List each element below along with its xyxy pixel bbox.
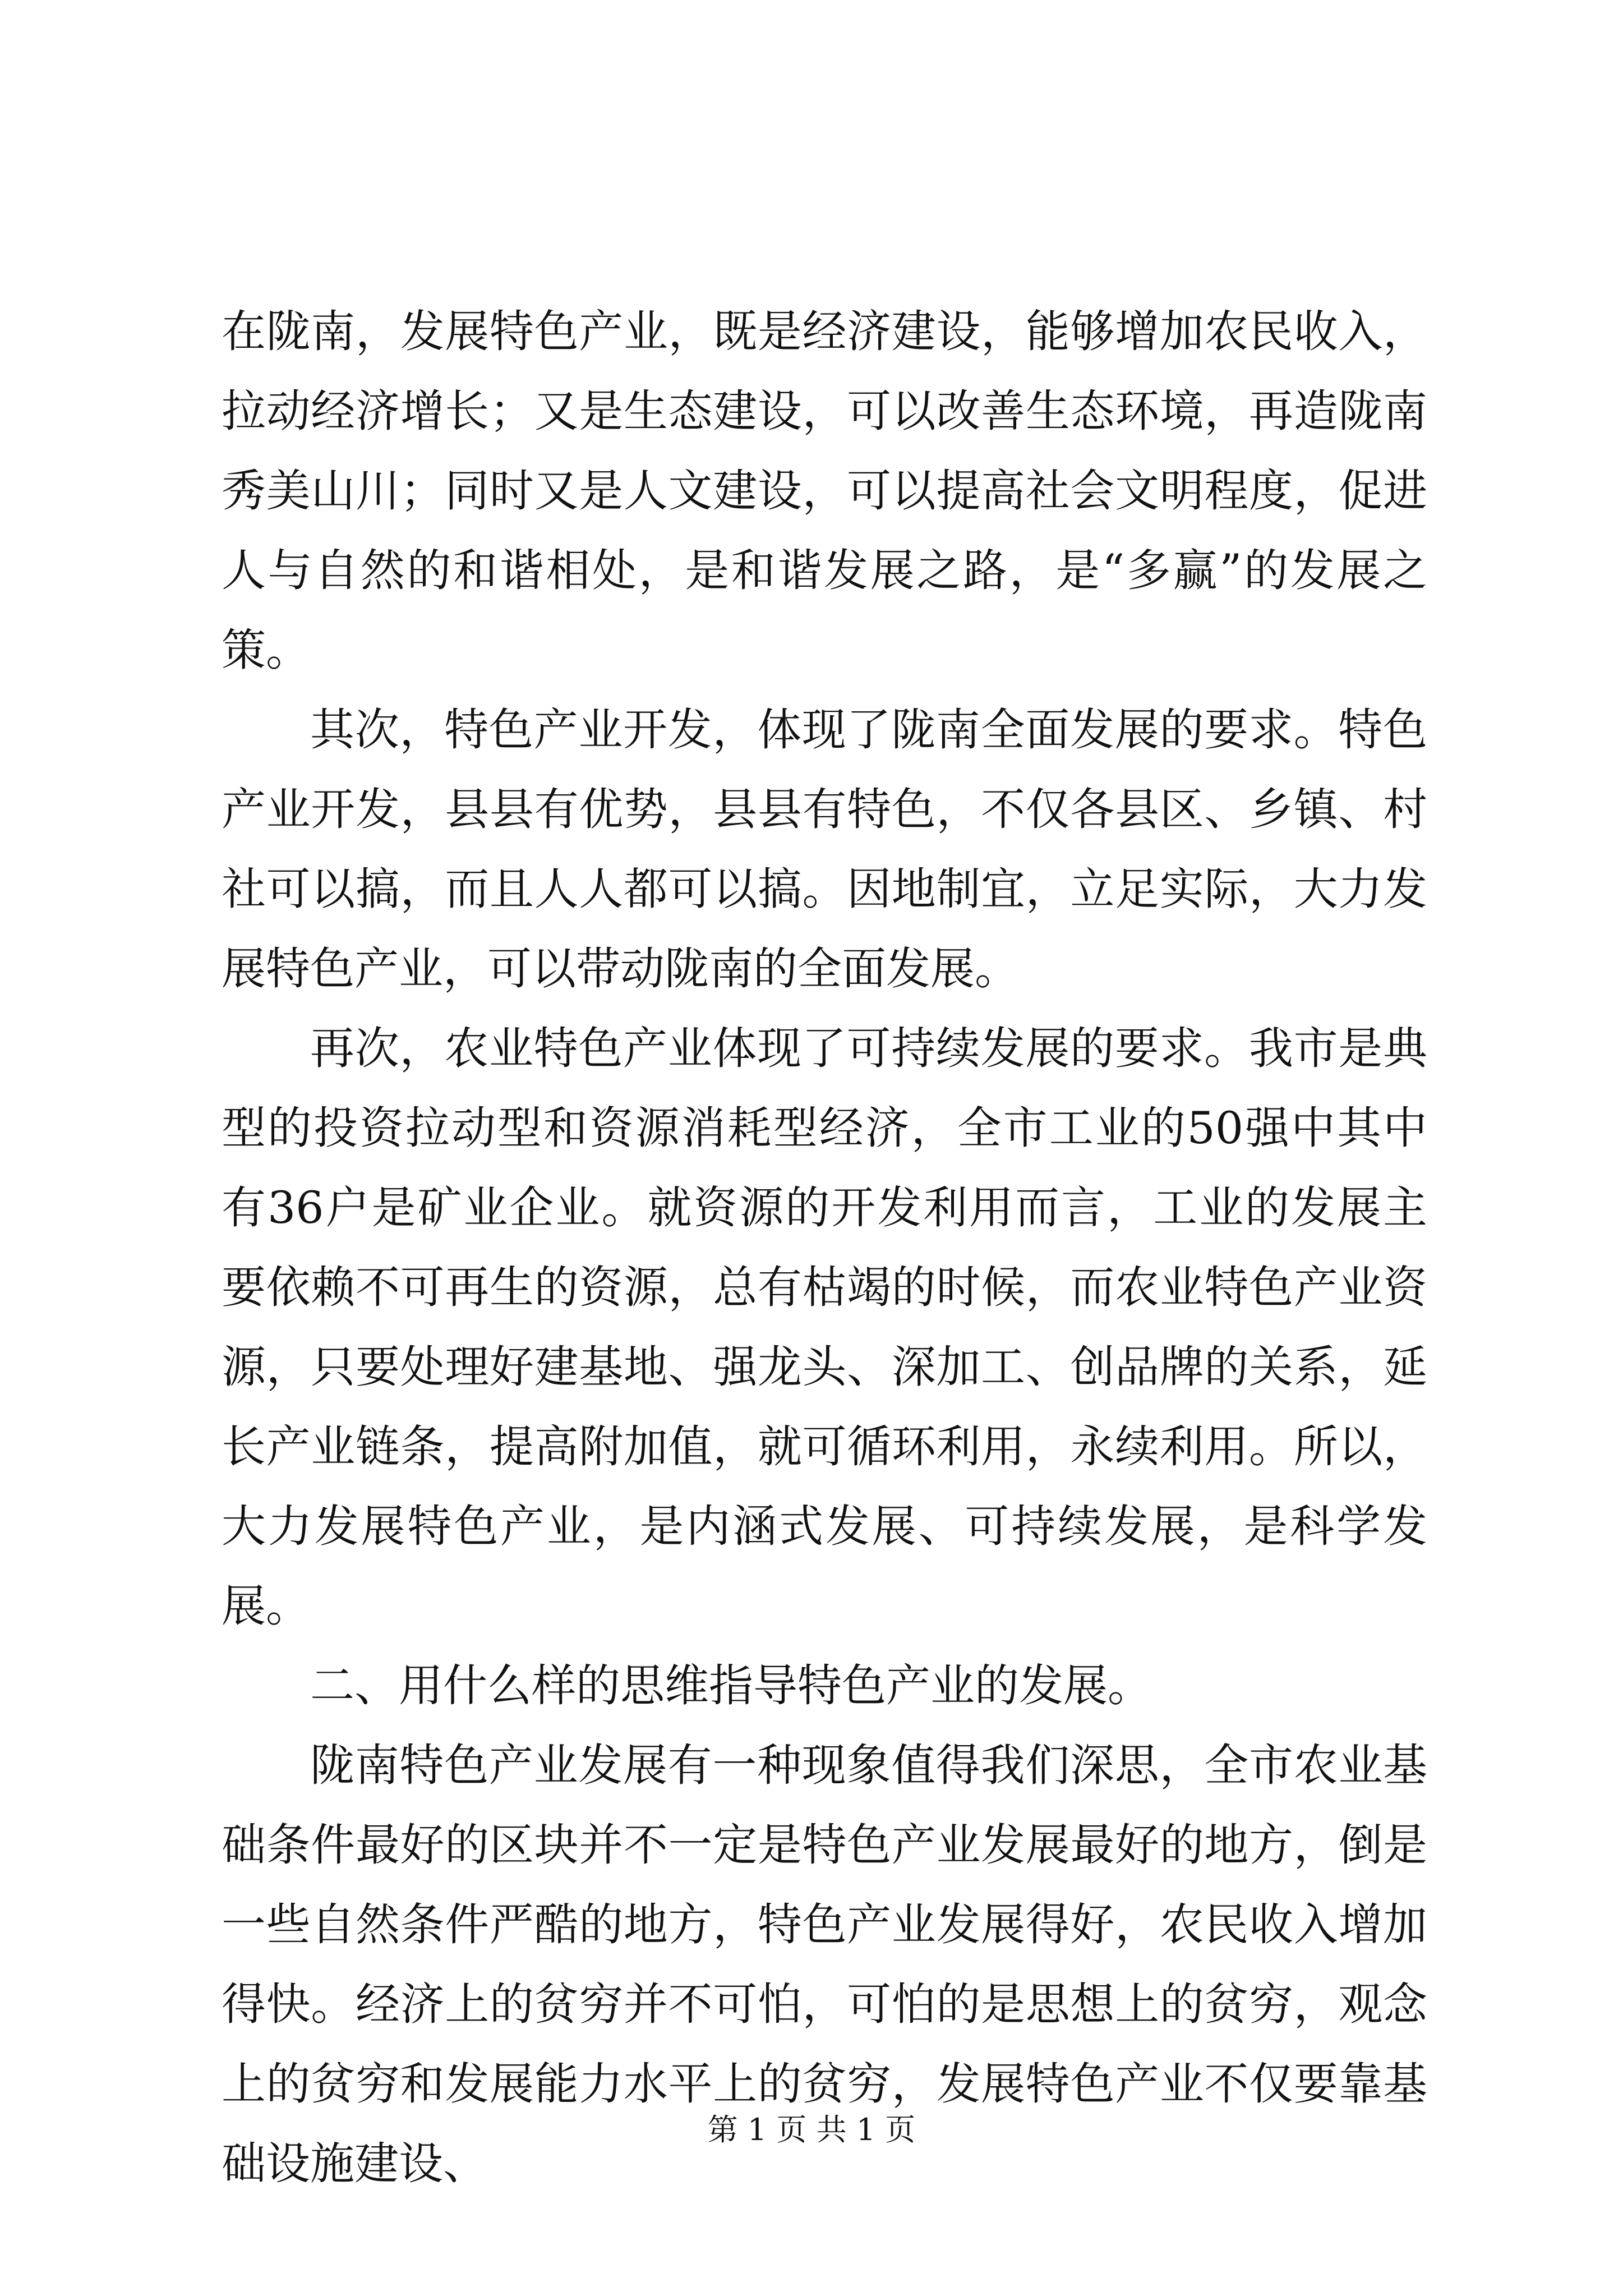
page-footer: 第 1 页 共 1 页	[707, 2112, 916, 2147]
paragraph-2: 其次，特色产业开发，体现了陇南全面发展的要求。特色产业开发，县县有优势，县县有特色，不仅各县区、乡镇、村社可以搞，而且人人都可以搞。因地制宜，立足实际，大力发展特色产业，可以带动陇南的全面发展。	[222, 704, 1427, 995]
document-body	[222, 292, 1427, 2203]
paragraph-3: 再次，农业特色产业体现了可持续发展的要求。我市是典型的投资拉动型和资源消耗型经济，全市工业的50强中其中有36户是矿业企业。就资源的开发利用而言，工业的发展主要依赖不可再生的资源，总有枯竭的时候，而农业特色产业资源，只要处理好建基地、强龙头、深加工、创品牌的关系，延长产业链条，提高附加值，就可循环利用，永续利用。所以，大力发展特色产业，是内涵式发展、可持续发展，是科学发展。	[222, 1023, 1427, 1632]
paragraph-1: 在陇南，发展特色产业，既是经济建设，能够增加农民收入，拉动经济增长；又是生态建设，可以改善生态环境，再造陇南秀美山川；同时又是人文建设，可以提高社会文明程度，促进人与自然的和谐相处，是和谐发展之路，是“多赢”的发展之策。	[222, 306, 1427, 676]
section-heading: 二、用什么样的思维指导特色产业的发展。	[310, 1660, 1152, 1711]
paragraph-5: 陇南特色产业发展有一种现象值得我们深思，全市农业基础条件最好的区块并不一定是特色产业发展最好的地方，倒是一些自然条件严酷的地方，特色产业发展得好，农民收入增加得快。经济上的贫穷并不可怕，可怕的是思想上的贫穷，观念上的贫穷和发展能力水平上的贫穷，发展特色产业不仅要靠基础设施建设、	[222, 1740, 1427, 2189]
